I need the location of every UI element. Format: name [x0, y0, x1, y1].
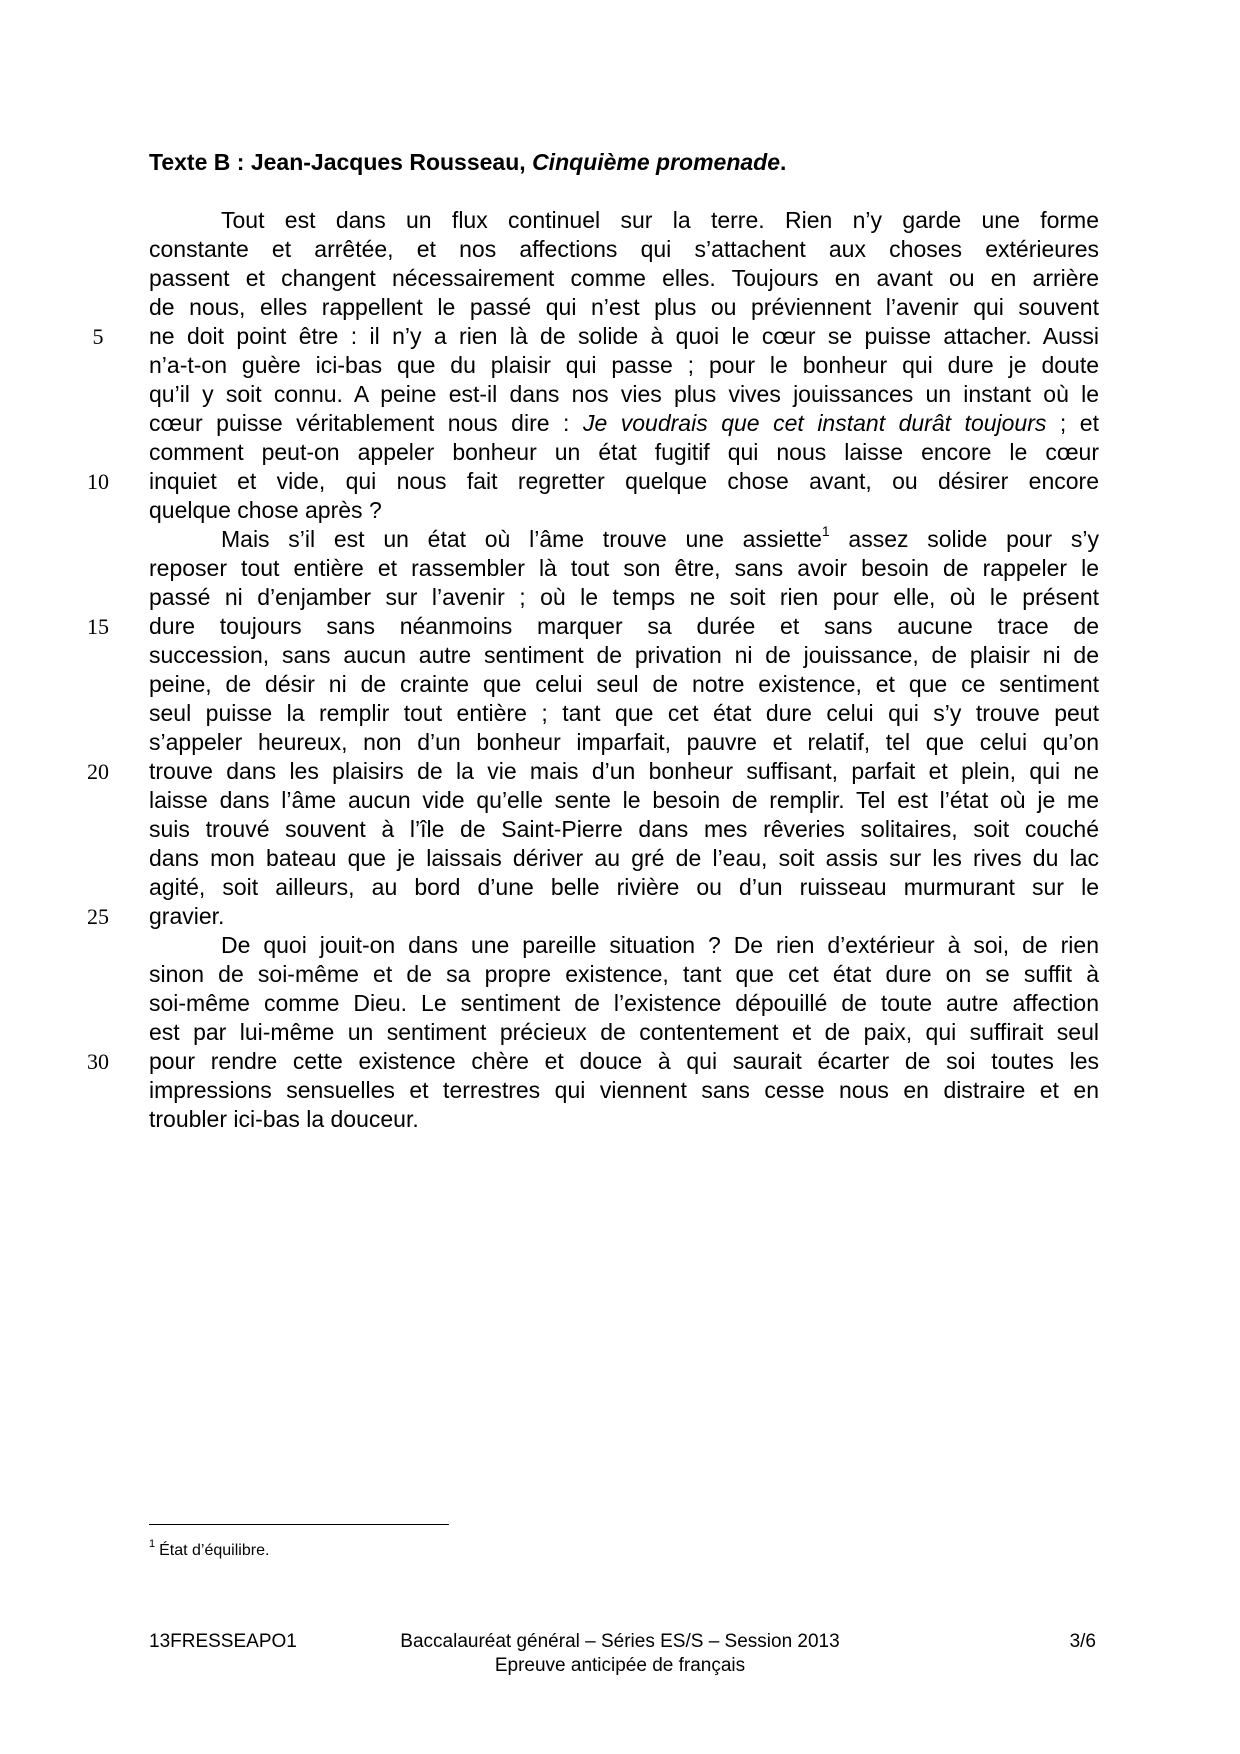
text-line: s’appeler heureux, non d’un bonheur imparfait, pauvre et relatif, tel que celui qu’on	[149, 729, 1099, 755]
text-line: sinon de soi-même et de sa propre existence, tant que cet état dure on se suffit à	[149, 961, 1099, 987]
footnote-marker: 1	[149, 1537, 156, 1550]
text-line: Tout est dans un flux continuel sur la terre. Rien n’y garde une forme	[221, 207, 1099, 233]
passage-text	[149, 206, 1099, 1134]
text-line: impressions sensuelles et terrestres qui viennent sans cesse nous en distraire et en	[149, 1077, 1099, 1103]
text-line: agité, soit ailleurs, au bord d’une belle rivière ou d’un ruisseau murmurant sur le	[149, 874, 1099, 900]
text-line: passent et changent nécessairement comme elles. Toujours en avant ou en arrière	[149, 265, 1099, 291]
line-number: 5	[92, 324, 104, 349]
text-line: laisse dans l’âme aucun vide qu’elle sente le besoin de remplir. Tel est l’état où je me	[149, 787, 1099, 813]
text-line: trouve dans les plaisirs de la vie mais d’un bonheur suffisant, parfait et plein, qui ne	[149, 758, 1099, 784]
title-prefix: Texte B : Jean-Jacques Rousseau,	[149, 149, 526, 175]
text-line: De quoi jouit-on dans une pareille situation ? De rien d’extérieur à soi, de rien	[221, 932, 1099, 958]
text-line: constante et arrêtée, et nos affections qui s’attachent aux choses extérieures	[149, 236, 1099, 262]
exam-info	[330, 1630, 910, 1678]
exam-subject: Epreuve anticipée de français	[494, 1655, 746, 1676]
text-line: dans mon bateau que je laissais dériver au gré de l’eau, soit assis sur les rives du lac	[149, 845, 1099, 871]
line-number: 20	[87, 759, 109, 784]
text-line-with-quote: cœur puisse véritablement nous dire : Je voudrais que cet instant durât toujours ; et	[149, 410, 1099, 436]
text-line: n’a-t-on guère ici-bas que du plaisir qui passe ; pour le bonheur qui dure je doute	[149, 352, 1099, 378]
text-line: pour rendre cette existence chère et douce à qui saurait écarter de soi toutes les	[149, 1048, 1099, 1074]
title-work: Cinquième promenade	[532, 149, 780, 175]
text-line: peine, de désir ni de crainte que celui seul de notre existence, et que ce sentiment	[149, 671, 1099, 697]
text-line: succession, sans aucun autre sentiment de privation ni de jouissance, de plaisir ni de	[149, 642, 1099, 668]
text-line: dure toujours sans néanmoins marquer sa durée et sans aucune trace de	[149, 613, 1099, 639]
text-line: comment peut-on appeler bonheur un état fugitif qui nous laisse encore le cœur	[149, 439, 1099, 465]
text-line: troubler ici-bas la douceur.	[149, 1106, 419, 1132]
text-line: soi-même comme Dieu. Le sentiment de l’existence dépouillé de toute autre affection	[149, 990, 1099, 1016]
footnote-divider	[149, 1524, 449, 1525]
text-title	[149, 148, 1109, 177]
line-number: 25	[87, 904, 109, 929]
text-line: gravier.	[149, 903, 225, 929]
text-line: de nous, elles rappellent le passé qui n’est plus ou préviennent l’avenir qui souvent	[149, 294, 1099, 320]
text-line: ne doit point être : il n’y a rien là de solide à quoi le cœur se puisse attacher. Aussi	[149, 323, 1099, 349]
page-number: 3/6	[1069, 1631, 1096, 1652]
text-line: quelque chose après ?	[149, 497, 382, 523]
text-line: reposer tout entière et rassembler là tout son être, sans avoir besoin de rappeler le	[149, 555, 1099, 581]
text-line: qu’il y soit connu. A peine est-il dans nos vies plus vives jouissances un instant où le	[149, 381, 1099, 407]
footnote-ref: 1	[821, 523, 830, 540]
text-line: suis trouvé souvent à l’île de Saint-Pierre dans mes rêveries solitaires, soit couché	[149, 816, 1099, 842]
exam-code: 13FRESSEAPO1	[149, 1631, 297, 1652]
title-suffix: .	[780, 149, 787, 175]
quoted-wish: Je voudrais que cet instant durât toujours	[582, 410, 1047, 436]
line-number: 10	[87, 469, 109, 494]
footnote	[149, 1537, 270, 1562]
exam-session: Baccalauréat général – Séries ES/S – Session 2013	[400, 1631, 840, 1652]
text-line: inquiet et vide, qui nous fait regretter quelque chose avant, ou désirer encore	[149, 468, 1099, 494]
text-line: seul puisse la remplir tout entière ; tant que cet état dure celui qui s’y trouve peut	[149, 700, 1099, 726]
text-line-with-note: Mais s’il est un état où l’âme trouve une assiette$^1$ assez solide pour s’y	[221, 523, 1099, 552]
footnote-text: État d’équilibre.	[159, 1542, 270, 1559]
text-line: passé ni d’enjamber sur l’avenir ; où le temps ne soit rien pour elle, où le présent	[149, 584, 1099, 610]
line-number: 30	[87, 1049, 109, 1074]
text-line: est par lui-même un sentiment précieux de contentement et de paix, qui suffirait seul	[149, 1019, 1099, 1045]
line-number: 15	[87, 614, 109, 639]
